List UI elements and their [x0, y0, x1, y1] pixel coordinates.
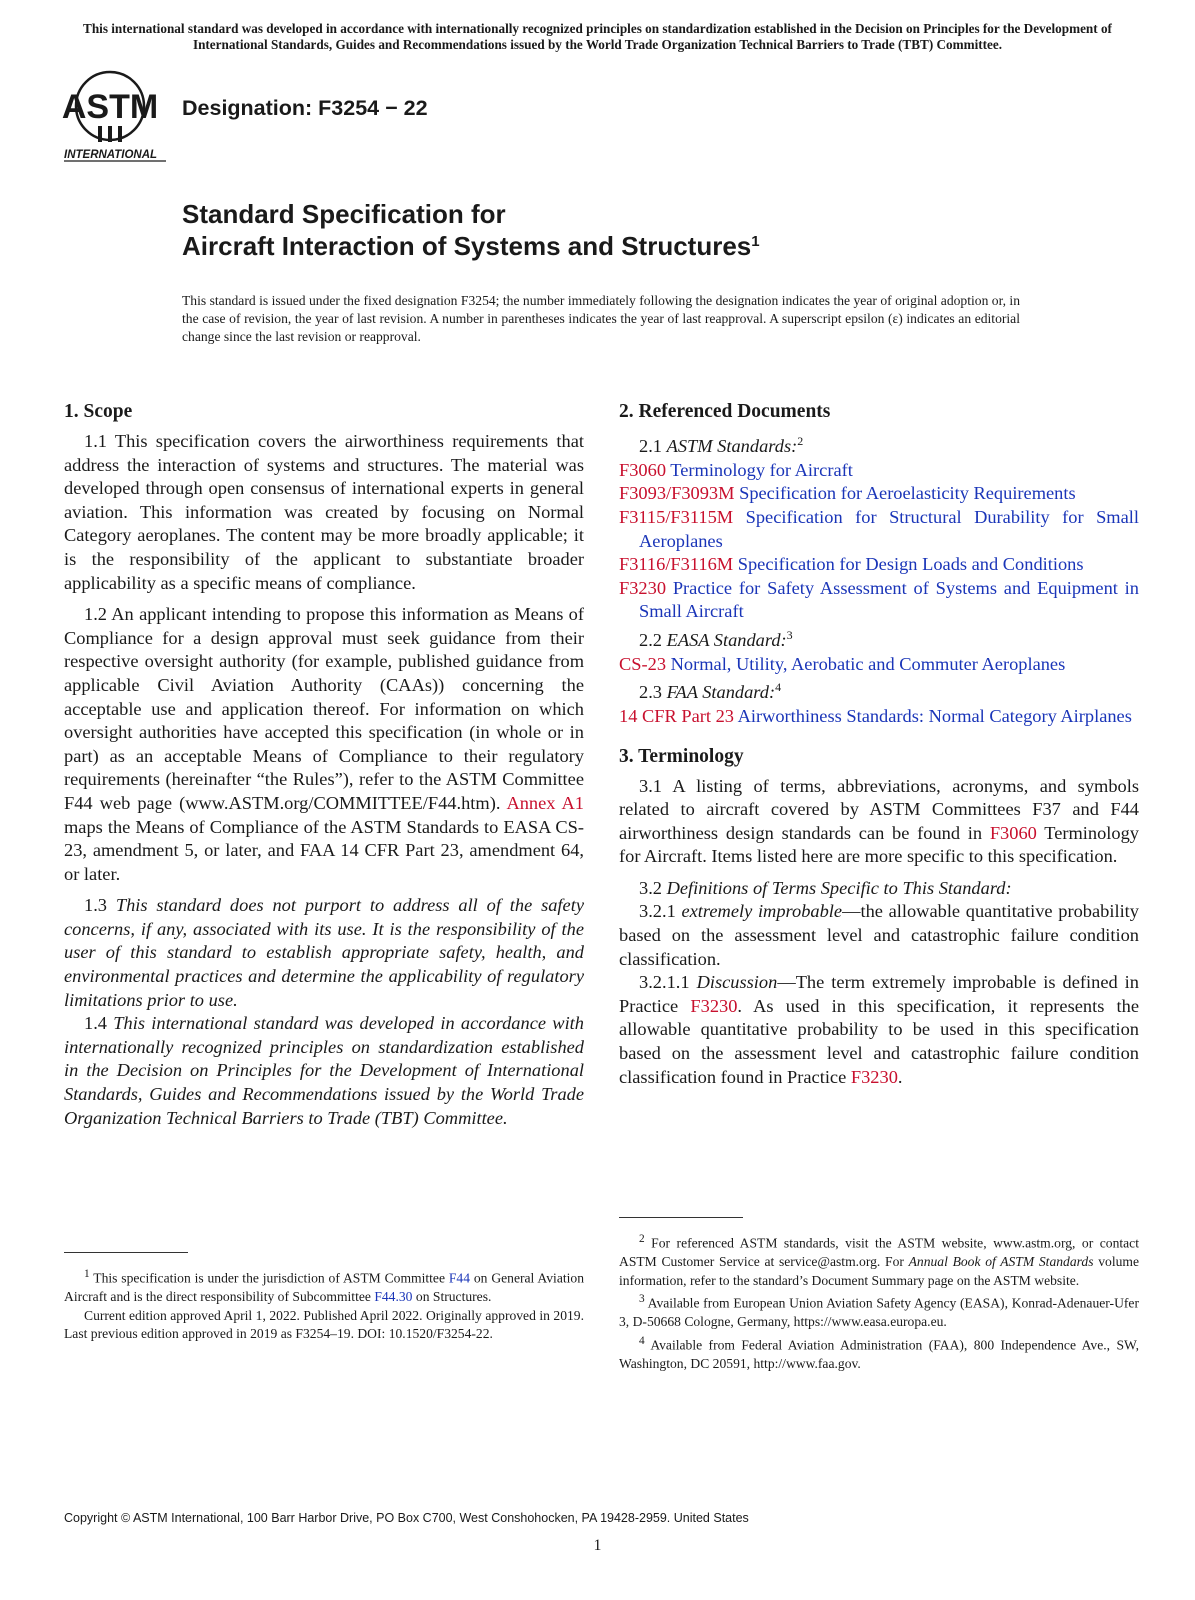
- easa-standard-label: 2.2 EASA Standard:$^3$: [639, 627, 793, 650]
- subcommittee-f44-30-link[interactable]: F44.30: [374, 1289, 413, 1305]
- right-column: [619, 400, 1139, 1089]
- f3230-link[interactable]: F3230: [850, 1066, 898, 1087]
- ref-item: [619, 705, 1139, 729]
- terminology-3-2-1: 3.2.1 extremely improbable—the allowable quantitative probability based on the assessment level and catastrophic failure condition classification.: [619, 901, 1139, 969]
- footnote-1: $^1$ This specification is under the jurisdiction of ASTM Committee F44 on General Aviation Aircraft and is the direct responsibility of Subcommittee F44.30 on Structures. Current edition approved April 1, 2022. Published April 2022. Originally approved in 2019. Last previous edition approved in 2019 as F3254–19. DOI: 10.1520/F3254-22.: [64, 1252, 584, 1344]
- f3230-link[interactable]: F3230: [690, 995, 738, 1016]
- ref-title-link[interactable]: Specification for Design Loads and Conditions: [737, 554, 1084, 575]
- issue-note: This standard is issued under the fixed designation F3254; the number immediately following the designation indicates the year of original adoption or, in the case of revision, the year of last revision. A number in parentheses indicates the year of last reapproval. A superscript epsilon (ε) indicates an editorial change since the last revision or reapproval.: [182, 293, 1020, 344]
- page-number: 1: [593, 1537, 602, 1554]
- astm-logo: [62, 68, 174, 168]
- ref-code-link[interactable]: F3060: [619, 459, 667, 480]
- document-title: [182, 198, 760, 262]
- ref-item: [619, 553, 1139, 577]
- ref-item: [619, 577, 1139, 624]
- logo-subtext: INTERNATIONAL: [64, 149, 158, 161]
- faa-standard-label: 2.3 FAA Standard:$^4$: [639, 680, 782, 703]
- scope-1-1: 1.1 This specification covers the airworthiness requirements that address the interaction of systems and structures. The material was developed through open consensus of international experts in general aviation. This information was created by focusing on Normal Category aeroplanes. The content may be more broadly applicable; it is the responsibility of the applicant to substantiate broader applicability as a specific means of compliance.: [64, 431, 584, 593]
- terminology-heading: 3. Terminology: [619, 745, 744, 767]
- ref-code-link[interactable]: F3115/F3115M: [619, 506, 734, 527]
- f3060-link[interactable]: F3060: [989, 822, 1037, 843]
- footnote-4: $^4$ Available from Federal Aviation Administration (FAA), 800 Independence Ave., SW, Washington, DC 20591, http://www.faa.gov.: [619, 1334, 1139, 1371]
- title-footnote-mark: 1: [751, 233, 760, 250]
- edition-note: Current edition approved April 1, 2022. Published April 2022. Originally approved in 2019. Last previous edition approved in 2019 as F3254–19. DOI: 10.1520/F3254-22.: [64, 1307, 584, 1342]
- title-line-1: Standard Specification for: [182, 199, 506, 229]
- astm-logo-icon: [62, 68, 174, 168]
- ref-item: [619, 653, 1139, 677]
- ref-code-link[interactable]: CS-23: [619, 653, 667, 674]
- copyright: Copyright © ASTM International, 100 Barr Harbor Drive, PO Box C700, West Conshohocken, PA 19428-2959. United States: [64, 1511, 749, 1525]
- designation: Designation: F3254 − 22: [182, 96, 428, 120]
- scope-1-4: 1.4 This international standard was developed in accordance with internationally recognized principles on standardization established in the Decision on Principles for the Development of International Standards, Guides and Recommendations issued by the World Trade Organization Technical Barriers to Trade (TBT) Committee.: [64, 1013, 584, 1128]
- terminology-3-2: 3.2 Definitions of Terms Specific to This Standard:: [639, 877, 1012, 898]
- ref-title-link[interactable]: Practice for Safety Assessment of Systems and Equipment in Small Aircraft: [639, 577, 1139, 622]
- ref-code-link[interactable]: F3116/F3116M: [619, 554, 734, 575]
- footnote-3: $^3$ Available from European Union Aviation Safety Agency (EASA), Konrad-Adenauer-Ufer 3, D-50668 Cologne, Germany, https://www.easa.europa.eu.: [619, 1293, 1139, 1330]
- scope-1-3: 1.3 This standard does not purport to address all of the safety concerns, if any, associated with its use. It is the responsibility of the user of this standard to establish appropriate safety, health, and environmental practices and determine the applicability of regulatory limitations prior to use.: [64, 895, 584, 1010]
- committee-f44-link[interactable]: F44: [448, 1270, 471, 1286]
- ref-title-link[interactable]: Specification for Structural Durability for Small Aeroplanes: [639, 506, 1139, 551]
- tbt-notice: This international standard was developed in accordance with internationally recognized principles on standardization established in the Decision on Principles for the Development of International Standards, Guides and Recommendations issued by the World Trade Organization Technical Barriers to Trade (TBT) Committee.: [83, 21, 1112, 52]
- annex-a1-link[interactable]: Annex A1: [506, 792, 584, 813]
- footnotes-right: [619, 1217, 1139, 1373]
- ref-code-link[interactable]: F3230: [619, 577, 667, 598]
- ref-title-link[interactable]: Airworthiness Standards: Normal Category Airplanes: [737, 705, 1132, 726]
- title-line-2: Aircraft Interaction of Systems and Structures: [182, 231, 752, 261]
- ref-title-link[interactable]: Specification for Aeroelasticity Requirements: [739, 483, 1076, 504]
- terminology-3-1: 3.1 A listing of terms, abbreviations, acronyms, and symbols related to aircraft covered by ASTM Committees F37 and F44 airworthiness design standards can be found in F3060 Terminology for Aircraft. Items listed here are more specific to this specification.: [619, 775, 1139, 867]
- scope-1-2: 1.2 An applicant intending to propose this information as Means of Compliance for a design approval must seek guidance from their respective oversight authority (for example, published guidance from applicable Civil Aviation Authority (CAAs)) concerning the acceptable use and application thereof. For information on which oversight authorities have accepted this specification (in whole or in part) as an acceptable Means of Compliance to their regulatory requirements (hereinafter “the Rules”), refer to the ASTM Committee F44 web page (www.ASTM.org/COMMITTEE/F44.htm). Annex A1 maps the Means of Compliance of the ASTM Standards to EASA CS-23, amendment 5, or later, and FAA 14 CFR Part 23, amendment 64, or later.: [64, 604, 584, 884]
- left-column: [64, 400, 584, 1130]
- ref-item: [619, 506, 1139, 553]
- footnote-2: $^2$ For referenced ASTM standards, visit the ASTM website, www.astm.org, or contact ASTM Customer Service at service@astm.org. For Annual Book of ASTM Standards volume information, refer to the standard’s Document Summary page on the ASTM website.: [619, 1233, 1140, 1288]
- scope-heading: 1. Scope: [64, 401, 133, 422]
- terminology-3-2-1-1: 3.2.1.1 Discussion—The term extremely improbable is defined in Practice F3230. As used in this specification, it represents the allowable quantitative probability to be used in this specification based on the assessment level and catastrophic failure condition classification found in Practice F3230.: [619, 972, 1139, 1087]
- ref-item: [619, 459, 1139, 483]
- ref-code-link[interactable]: 14 CFR Part 23: [619, 705, 734, 726]
- ref-title-link[interactable]: Normal, Utility, Aerobatic and Commuter Aeroplanes: [670, 653, 1066, 674]
- refdocs-heading: 2. Referenced Documents: [619, 401, 831, 422]
- ref-title-link[interactable]: Terminology for Aircraft: [670, 459, 853, 480]
- logo-text: ASTM: [62, 88, 159, 126]
- astm-standards-label: 2.1 ASTM Standards:$^2$: [639, 434, 804, 457]
- ref-code-link[interactable]: F3093/F3093M: [619, 483, 735, 504]
- ref-item: [619, 482, 1139, 506]
